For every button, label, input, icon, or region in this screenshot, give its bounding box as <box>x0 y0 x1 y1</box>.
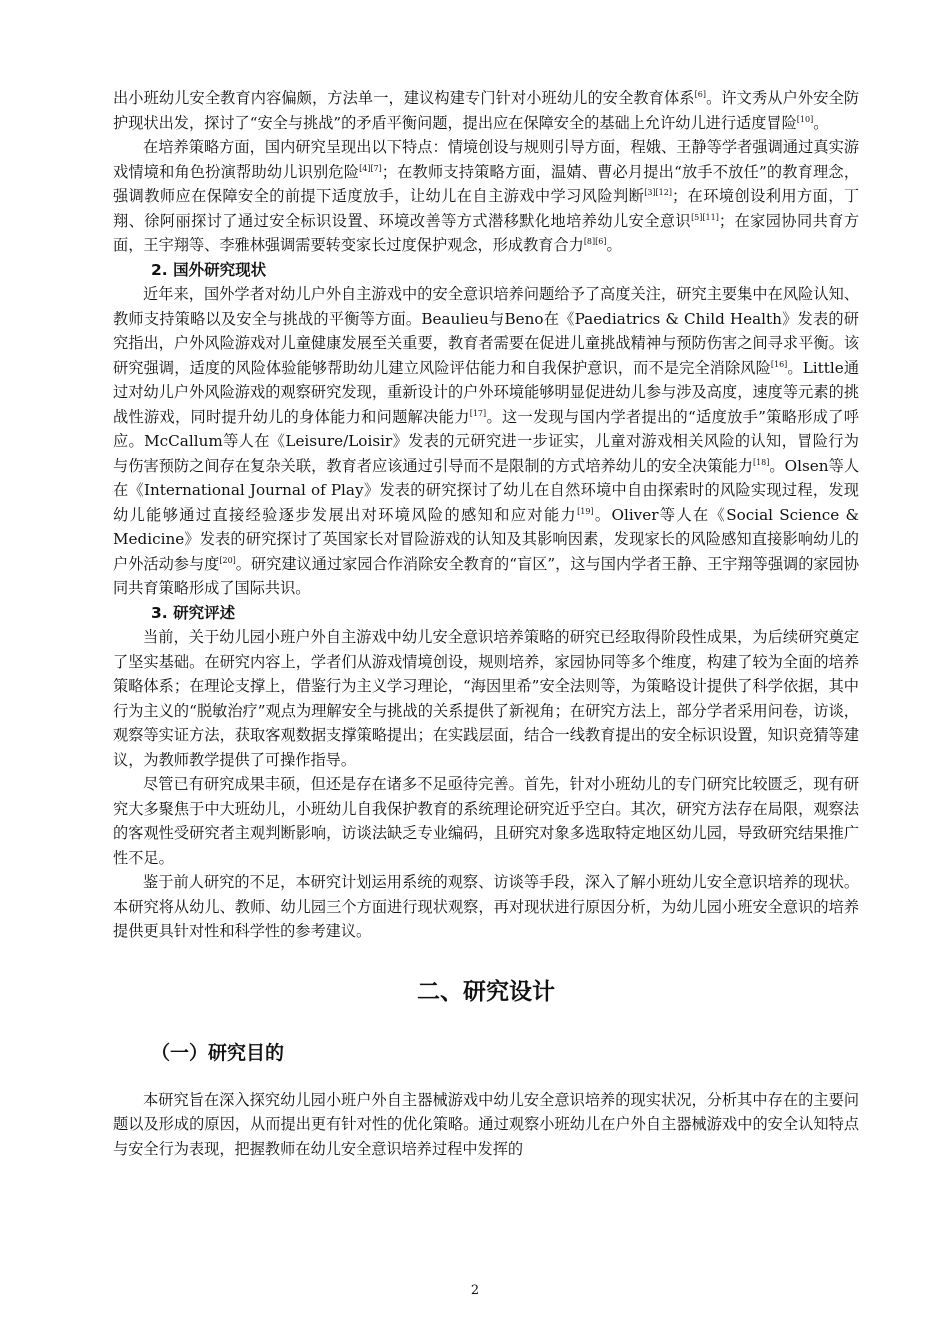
citation: [18] <box>752 457 770 467</box>
paragraph-review-achievements: 当前，关于幼儿园小班户外自主游戏中幼儿安全意识培养策略的研究已经取得阶段性成果，为后续研究奠定了坚实基础。在研究内容上，学者们从游戏情境创设，规则培养，家园协同等多个维度，构建了较为全面的培养策略体系；在理论支撑上，借鉴行为主义学习理论，“海因里希”安全法则等，为策略设计提供了科学依据，其中行为主义的“脱敏治疗”观点为理解安全与挑战的关系提供了新视角；在研究方法上，部分学者采用问卷，访谈，观察等实证方法，获取客观数据支撑策略提出；在实践层面，结合一线教育提出的安全标识设置，知识竞猜等建议，为教师教学提供了可操作指导。 <box>113 628 859 769</box>
paragraph-review-plan: 鉴于前人研究的不足，本研究计划运用系统的观察、访谈等手段，深入了解小班幼儿安全意识培养的现状。本研究将从幼儿、教师、幼儿园三个方面进行现状观察，再对现状进行原因分析，为幼儿园小班安全意识的培养提供更具针对性和科学性的参考建议。 <box>113 873 859 940</box>
text-run: 。Olsen等人在《International Journal of Play》发表的研究探讨了幼儿在自然环境中自由探索时的风险实现过程，发现幼儿能够通过直接经验逐步发展出对环境风险的感知和应对能力 <box>113 456 860 524</box>
citation: [16] <box>770 359 788 369</box>
subheading-research-review: 3. 研究评述 <box>151 603 236 622</box>
chapter-title: 二、研究设计 <box>417 978 555 1005</box>
citation: [4][7] <box>359 163 382 173</box>
text-run: 。 <box>606 236 622 254</box>
text-run: 。许文秀从户外安全防护现状出发，探讨了“安全与挑战”的矛盾平衡问题，提出应在保障安全的基础上允许幼儿进行适度冒险 <box>113 89 860 132</box>
paragraph-domestic-strategies <box>113 135 859 258</box>
citation: [6] <box>694 90 706 99</box>
text-run: ；在教师支持策略方面，温婧、曹必月提出“放手不放任”的教育理念，强调教师应在保障安全的前提下适度放手，让幼儿在自主游戏中学习风险判断 <box>113 162 860 205</box>
section-body <box>113 1088 859 1162</box>
text-run: 。这一发现与国内学者提出的“适度放手”策略形成了呼应。McCallum等人在《Leisure/Loisir》发表的元研究进一步证实，儿童对游戏相关风险的认知，冒险行为与伤害预防之间存在复杂关联，教育者应该通过引导而不是限制的方式培养幼儿的安全决策能力 <box>113 407 859 475</box>
body-text <box>113 86 859 1161</box>
text-run: 。Oliver等人在《Social Science & Medicine》发表的研究探讨了英国家长对冒险游戏的认知及其影响因素，发现家长的风险感知直接影响幼儿的户外活动参与度 <box>113 505 859 573</box>
citation: [17] <box>469 408 487 418</box>
paragraph-foreign-research <box>113 282 859 601</box>
text-run: ；在环境创设利用方面，丁翔、徐阿丽探讨了通过安全标识设置、环境改善等方式潜移默化地培养幼儿安全意识 <box>113 187 860 230</box>
paragraph-research-purpose: 本研究旨在深入探究幼儿园小班户外自主器械游戏中幼儿安全意识培养的现实状况，分析其中存在的主要问题以及形成的原因，从而提出更有针对性的优化策略。通过观察小班幼儿在户外自主器械游戏中的安全认知特点与安全行为表现，把握教师在幼儿安全意识培养过程中发挥的 <box>113 1090 859 1158</box>
text-run: 。研究建议通过家园合作消除安全教育的“盲区”，这与国内学者王静、王宇翔等强调的家园协同共育策略形成了国际共识。 <box>113 554 860 597</box>
text-run: 出小班幼儿安全教育内容偏颇，方法单一，建议构建专门针对小班幼儿的安全教育体系 <box>113 89 695 107</box>
subheading-foreign-research: 2. 国外研究现状 <box>151 260 267 279</box>
citation: [20] <box>219 555 236 565</box>
citation: [3][12] <box>644 188 672 197</box>
page-number: 2 <box>470 1283 480 1298</box>
paragraph-review-shortcomings: 尽管已有研究成果丰硕，但还是存在诸多不足亟待完善。首先，针对小班幼儿的专门研究比较匮乏，现有研究大多聚焦于中大班幼儿，小班幼儿自我保护教育的系统理论研究近乎空白。其次，研究方法存在局限，观察法的客观性受研究者主观判断影响，访谈法缺乏专业编码，且研究对象多选取特定地区幼儿园，导致研究结果推广性不足。 <box>113 775 859 867</box>
section-title: （一）研究目的 <box>151 1041 285 1064</box>
citation: [10] <box>796 114 814 124</box>
text-run: 。 <box>813 113 829 132</box>
text-run: 。Little通过对幼儿户外风险游戏的观察研究发现，重新设计的户外环境能够明显促进幼儿参与涉及高度，速度等元素的挑战性游戏，同时提升幼儿的身体能力和问题解决能力 <box>113 358 860 426</box>
citation: [5][11] <box>691 212 719 222</box>
text-run: 近年来，国外学者对幼儿户外自主游戏中的安全意识培养问题给予了高度关注，研究主要集中在风险认知、教师支持策略以及安全与挑战的平衡等方面。Beaulieu与Beno在《Paediatrics & Child Health》发表的研究指出，户外风险游戏对儿童健康发展至关重要，教育者需要在促进儿童挑战精神与预防伤害之间寻求平衡。该研究强调，适度的风险体验能够帮助幼儿建立风险评估能力和自我保护意识，而不是完全消除风险 <box>113 285 859 377</box>
paragraph-domestic-content <box>113 86 859 135</box>
text-run: 在培养策略方面，国内研究呈现出以下特点：情境创设与规则引导方面，程娥、王静等学者强调通过真实游戏情境和角色扮演帮助幼儿识别危险 <box>113 138 859 181</box>
citation: [8][6] <box>583 237 607 246</box>
citation: [19] <box>577 506 594 516</box>
text-run: ；在家园协同共育方面，王宇翔等、李雅林强调需要转变家长过度保护观念，形成教育合力 <box>113 211 860 254</box>
